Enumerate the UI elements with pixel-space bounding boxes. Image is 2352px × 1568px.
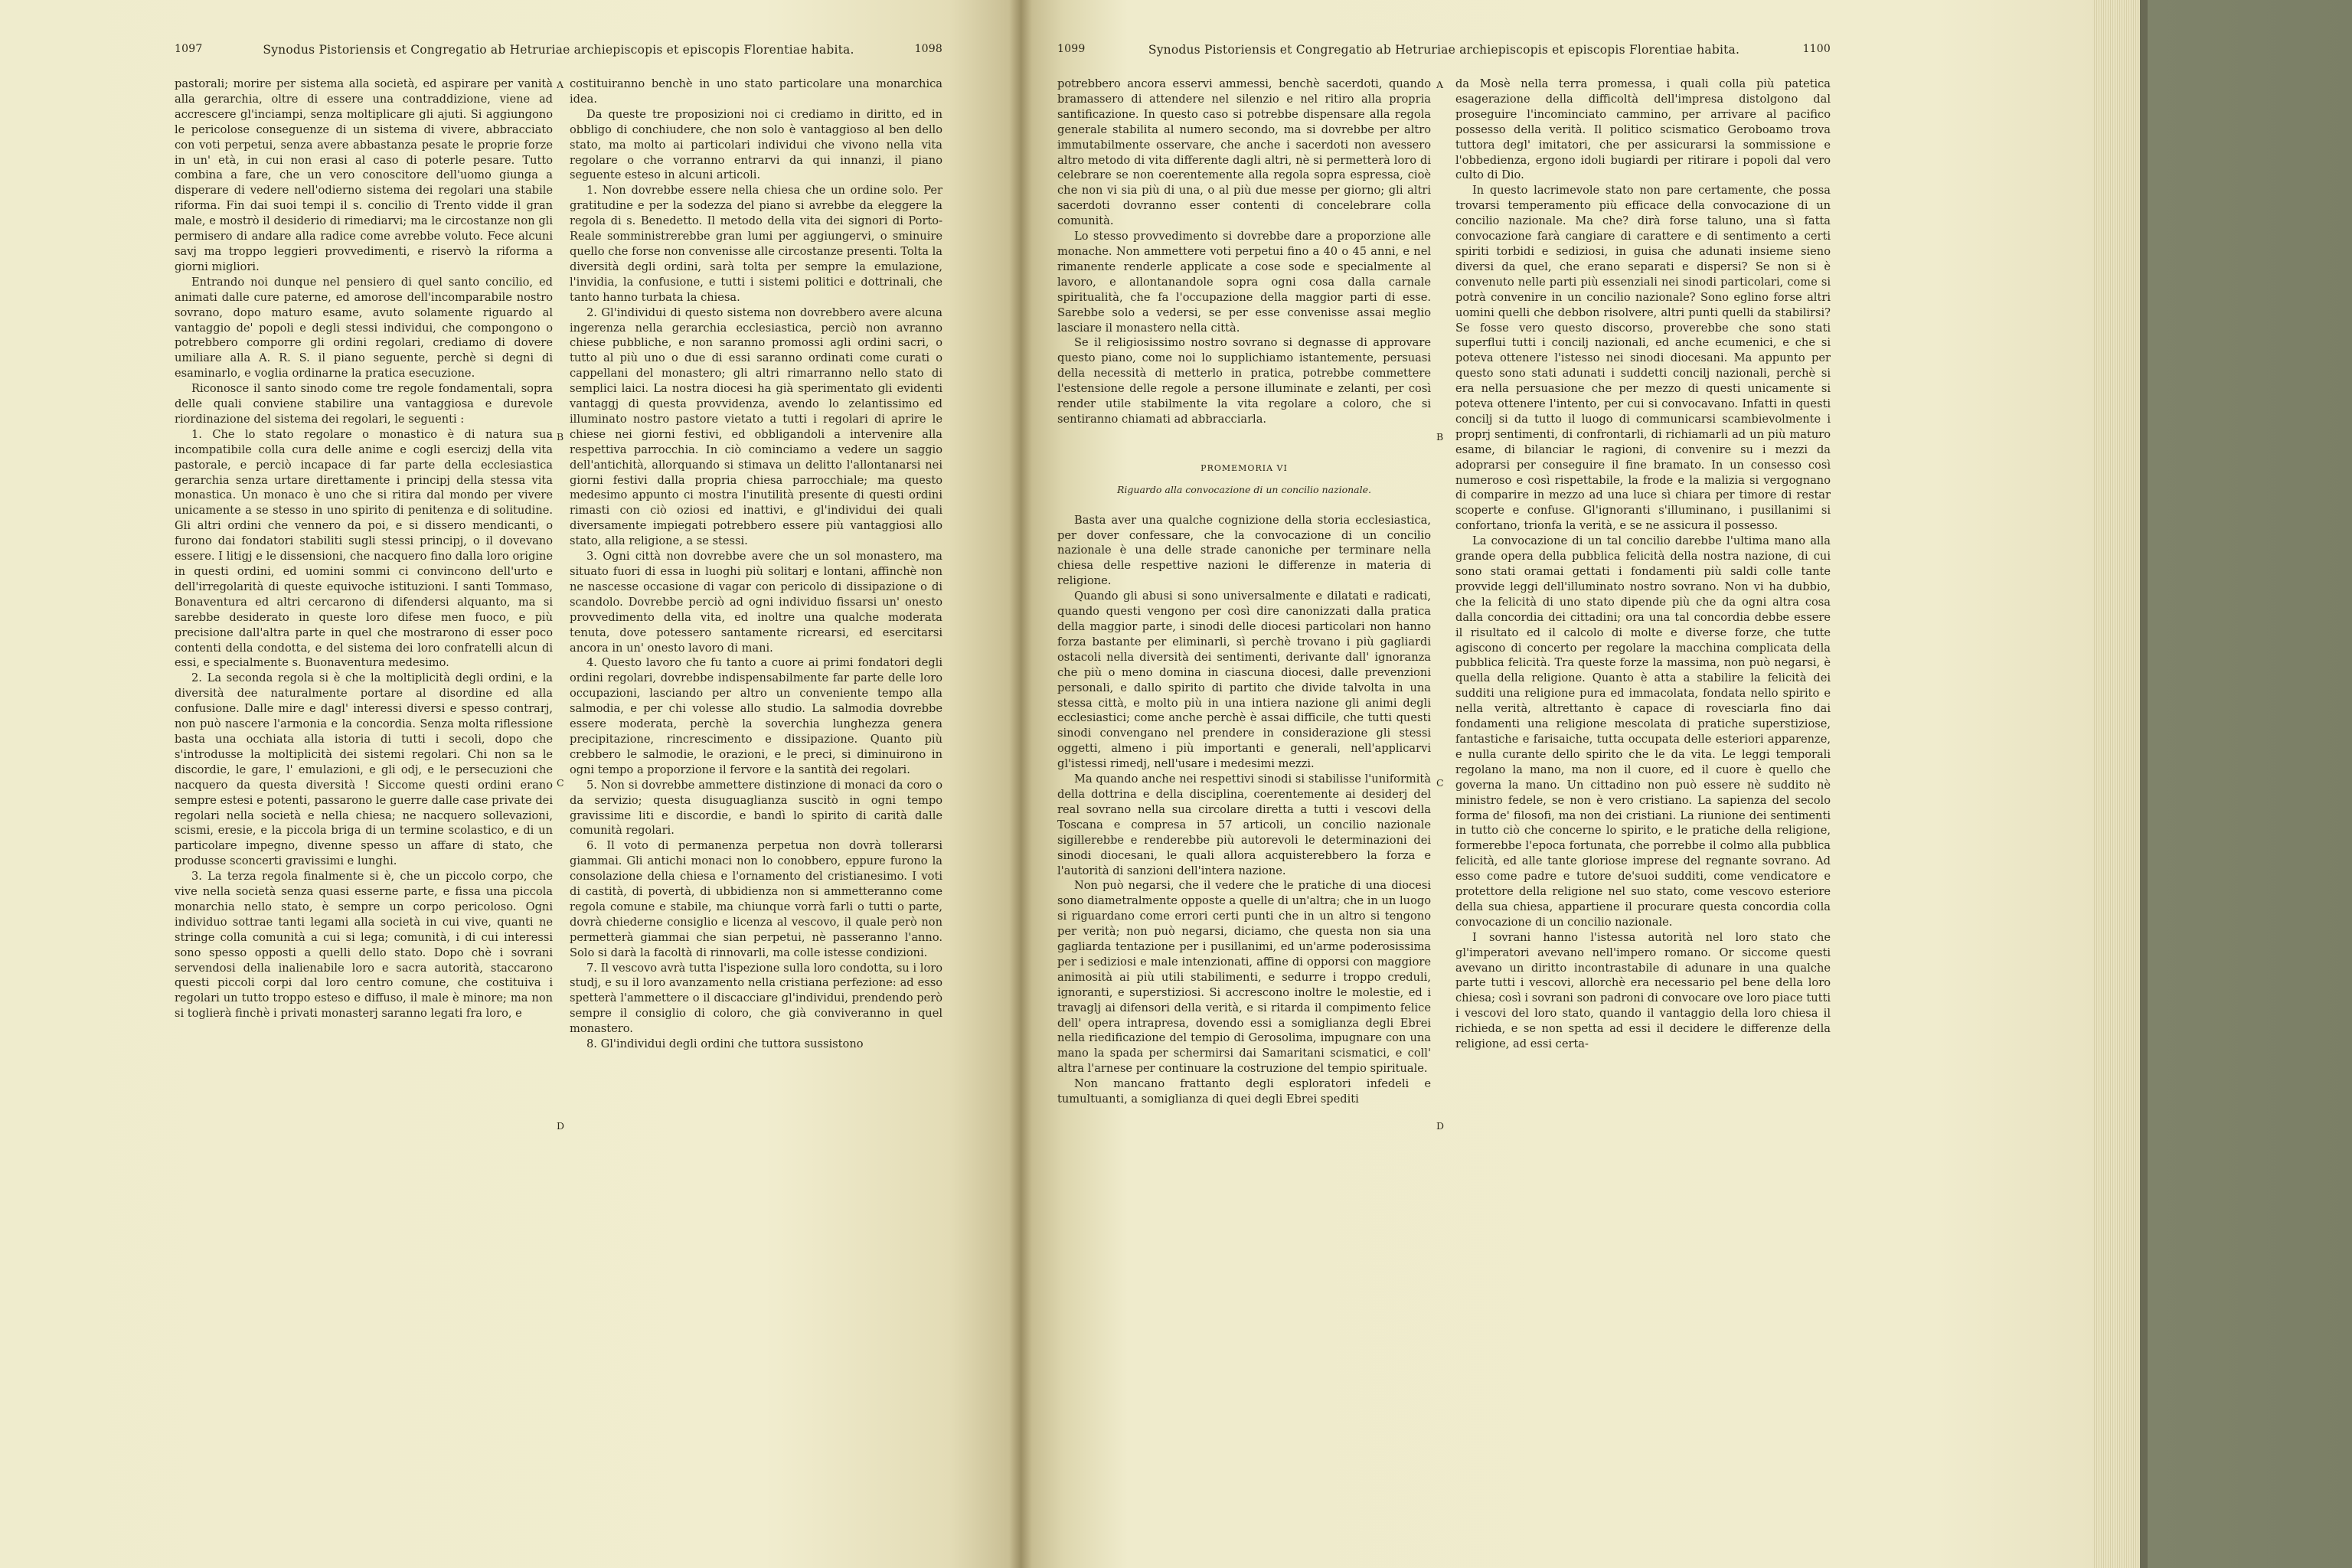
paragraph: Lo stesso provvedimento si dovrebbe dare a proporzione alle monache. Non ammettere voti perpetui fino a 40 o 45 anni, e nel rimanente renderle applicate a cose sode e specialmente al lavoro, e allontanandole sopra ogni cosa dalla carnale spiritualità, che fa l'occupazione della maggior parti di esse. Sarebbe solo a vedersi, se per esse convenisse assai meglio lasciare il monastero nella città.	[1057, 230, 1431, 335]
margin-mark-d: D	[557, 1120, 565, 1132]
paragraph: Riconosce il santo sinodo come tre regole fondamentali, sopra delle quali conviene stabilire una vantaggiosa e durevole riordinazione del sistema dei regolari, le seguenti :	[175, 382, 553, 426]
paragraph: 7. Il vescovo avrà tutta l'ispezione sulla loro condotta, su i loro studj, e su il loro avanzamento nella cristiana perfezione: ad esso spetterà l'ammettere o il discacciare gl'individui, prendendo però sempre il consiglio di coloro, che già conviveranno in quel monastero.	[570, 961, 942, 1036]
paragraph: costituiranno benchè in uno stato particolare una monarchica idea.	[570, 77, 942, 106]
margin-mark-c: C	[1436, 777, 1444, 789]
paragraph: 4. Questo lavoro che fu tanto a cuore ai primi fondatori degli ordini regolari, dovrebbe indispensabilmente far parte delle loro occupazioni, lasciando per altro un conveniente tempo alla salmodia, e per chi volesse allo studio. La salmodia dovrebbe essere moderata, perchè la soverchia lunghezza genera precipitazione, rincrescimento e dissipazione. Quanto più crebbero le salmodie, le orazioni, e le preci, si diminuirono in ogni tempo a proporzione il fervore e la santità dei regolari.	[570, 656, 942, 776]
paragraph: da Mosè nella terra promessa, i quali colla più patetica esagerazione della difficoltà dell'impresa distolgono dal proseguire l'incominciato cammino, per arrivare al pacifico possesso della verità. Il politico scismatico Geroboamo trova tuttora degl' imitatori, che per assicurarsi la sommissione e l'obbedienza, ergono idoli bugiardi per ritirare i popoli dal vero culto di Dio.	[1455, 77, 1831, 182]
left-page-number-1097: 1097	[175, 43, 203, 55]
paragraph: 1. Non dovrebbe essere nella chiesa che un ordine solo. Per gratitudine e per la sodezza del piano si avrebbe da eleggere la regola di s. Benedetto. Il metodo della vita dei signori di Porto-Reale somministrerebbe gran lumi per aggiungervi, o sminuire quello che forse non convenisse alle circostanze presenti. Tolta la diversità degli ordini, sarà tolta per sempre la emulazione, l'invidia, la confusione, e tutti i sistemi politici e dottrinali, che tanto hanno turbata la chiesa.	[570, 184, 942, 304]
margin-mark-b: B	[557, 431, 564, 443]
paragraph: 2. La seconda regola si è che la moltiplicità degli ordini, e la diversità dee naturalmente portare al disordine ed alla confusione. Dalle mire e dagl' interessi diversi e spesso contrarj, non può nascere l'armonia e la concordia. Senza molta riflessione basta una occhiata alla istoria di tutti i secoli, dopo che s'introdusse la moltiplicità dei sistemi regolari. Chi non sa le discordie, le gare, l' emulazioni, e gli odj, e le persecuzioni che nacquero da questa diversità ! Siccome questi ordini erano sempre estesi e potenti, passarono le guerre dalle case private dei regolari nella società e nella chiesa; ne nacquero sollevazioni, scismi, eresie, e la piccola briga di un termine scolastico, e di un particolare impegno, divenne spesso un affare di stato, che produsse sconcerti gravissimi e lunghi.	[175, 671, 553, 868]
paragraph: 5. Non si dovrebbe ammettere distinzione di monaci da coro o da servizio; questa disuguaglianza suscitò in ogni tempo gravissime liti e discordie, e bandì lo spirito di carità dalle comunità regolari.	[570, 778, 942, 838]
memo-title: PROMEMORIA VI	[1200, 462, 1288, 473]
paragraph: 2. Gl'individui di questo sistema non dovrebbero avere alcuna ingerenza nella gerarchia ecclesiastica, perciò non avranno chiese pubbliche, e non saranno promossi agli ordini sacri, o tutto al più uno o due di essi saranno ordinati come curati o cappellani del monastero; gli altri rimarranno nello stato di semplici laici. La nostra diocesi ha già sperimentato gli evidenti vantaggj di questa provvidenza, avendo lo zelantissimo ed illuminato nostro pastore vietato a tutti i regolari di aprire le chiese nei giorni festivi, ed obbligandoli a intervenire alla respettiva parrocchia. In ciò cominciamo a vedere un saggio dell'antichità, allorquando si stimava un delitto l'allontanarsi nei giorni festivi dalla propria chiesa parrocchiale; ma questo medesimo appunto ci mostra l'inutilità presente di questi ordini rimasti con ciò oziosi ed inattivi, e gl'individui dei quali diversamente impiegati potrebbero essere più vantaggiosi allo stato, alla religione, a se stessi.	[570, 305, 942, 548]
margin-mark-b: B	[1436, 431, 1444, 443]
paragraph: 1. Che lo stato regolare o monastico è di natura sua incompatibile colla cura delle anime e cogli esercizj della vita pastorale, e perciò incapace di far parte della ecclesiastica gerarchia senza urtare direttamente i principj della stessa vita monastica. Un monaco è uno che si ritira dal mondo per vivere unicamente a se stesso in uno spirito di penitenza e di solitudine. Gli altri ordini che vennero da poi, e si dissero mendicanti, o furono dai fondatori stabiliti sugli stessi principj, o il dovevano essere. I litigj e le dissensioni, che nacquero fino dalla loro origine in questi ordini, ed uomini sommi ci convincono dell'urto e dell'irregolarità di queste equivoche istituzioni. I santi Tommaso, Bonaventura ed altri cercarono di difendersi alquanto, ma si sarebbe desiderato in queste loro difese men fuoco, e più precisione dall'altra parte in quel che mostrarono di esser poco contenti della condotta, e del sistema dei loro confratelli alcun di essi, e specialmente s. Buonaventura medesimo.	[175, 427, 553, 670]
paragraph: La convocazione di un tal concilio darebbe l'ultima mano alla grande opera della pubblica felicità della nostra nazione, di cui sono stati oramai gettati i fondamenti più saldi colle tante provvide leggi dell'illuminato nostro sovrano. Non vi ha dubbio, che la felicità di uno stato dipende più che da ogni altra cosa dalla concordia dei cittadini; ora una tal concordia debbe essere il risultato ed il calcolo di molte e diverse forze, che tutte agiscono di concerto per regolare la macchina complicata della pubblica felicità. Tra queste forze la massima, non può negarsi, è quella della religione. Quanto è atta a stabilire la felicità dei sudditi una religione pura ed immacolata, fondata nello spirito e nella verità, altrettanto è capace di rovesciarla fino dai fondamenti una religione mescolata di pratiche superstiziose, fantastiche e farisaiche, tutta occupata delle esteriori apparenze, e nulla curante dello spirito che le da vita. Le leggi temporali regolano la mano, ma non il cuore, ed il cuore è quello che governa la mano. Un cittadino non può essere nè suddito nè ministro fedele, se non è vero cristiano. La sapienza del secolo forma de' filosofi, ma non dei cristiani. La riunione dei sentimenti in tutto ciò che concerne lo spirito, e le pratiche della religione, formerebbe l'epoca fortunata, che porrebbe il colmo alla pubblica felicità, ed alle tante gloriose imprese del regnante sovrano. Ad esso come padre e tutore de'suoi sudditi, come vendicatore e protettore della religione nel suo stato, come vescovo esteriore della sua chiesa, appartiene il procurare questa concordia colla convocazione di un concilio nazionale.	[1455, 534, 1831, 929]
left-page-header	[175, 43, 942, 57]
margin-mark-a: A	[1436, 79, 1444, 90]
left-column-2	[570, 77, 942, 1052]
paragraph: 3. La terza regola finalmente si è, che un piccolo corpo, che vive nella società senza quasi esserne parte, e fissa una piccola monarchia nello stato, è sempre un corpo pericoloso. Ogni individuo sottrae tanti legami alla società in cui vive, quanti ne stringe colla comunità a cui si lega; comunità, i di cui interessi sono spesso opposti a quelli dello stato. Dopo chè i sovrani servendosi della inalienabile loro e sacra autorità, staccarono questi piccoli corpi dal loro centro comune, che costituiva i regolari un tutto troppo esteso e diffuso, il male è minore; ma non si toglierà finchè i privati monasterj saranno legati fra loro, e	[175, 870, 553, 1021]
left-page-columns	[175, 77, 942, 1052]
memo-subtitle: Riguardo alla convocazione di un concilio nazionale.	[1116, 483, 1371, 495]
paragraph: Se il religiosissimo nostro sovrano si degnasse di approvare questo piano, come noi lo supplichiamo istantemente, persuasi della necessità di metterlo in pratica, potrebbe commettere l'estensione delle regole a persone illuminate e zelanti, per così render utile stabilmente la vita regolare a coloro, che si sentiranno chiamati ad abbracciarla.	[1057, 336, 1431, 426]
paragraph: Ma quando anche nei respettivi sinodi si stabilisse l'uniformità della dottrina e della disciplina, coerentemente ai desiderj del real sovrano nella sua circolare diretta a tutti i vescovi della Toscana e compresa in 57 articoli, un concilio nazionale sigillerebbe e renderebbe più autorevoli le determinazioni dei sinodi diocesani, le quali allora acquisterebbero la forza e l'autorità di sanzioni dell'intera nazione.	[1057, 773, 1431, 877]
margin-mark-a: A	[557, 79, 564, 90]
paragraph: Basta aver una qualche cognizione della storia ecclesiastica, per dover confessare, che la convocazione di un concilio nazionale è una delle strade canoniche per terminare nella chiesa delle respettive nazioni le differenze in materia di religione.	[1057, 513, 1431, 588]
right-page-number-1100: 1100	[1802, 43, 1831, 55]
right-page-columns	[1057, 77, 1831, 1107]
book-cover-edge	[2140, 0, 2148, 1568]
margin-mark-c: C	[557, 777, 564, 789]
page-edges	[2092, 0, 2140, 1568]
left-column-1	[175, 77, 553, 1052]
right-column-2	[1455, 77, 1831, 1107]
paragraph: potrebbero ancora esservi ammessi, benchè sacerdoti, quando bramassero di attendere nel silenzio e nel ritiro alla propria santificazione. In questo caso si potrebbe dispensare alla regola generale stabilita al numero secondo, ma si dovrebbe per altro immutabilmente osservare, che anche i sacerdoti non avessero altro metodo di vita differente dagli altri, nè si permetterà loro di celebrare se non coerentemente alla regola sopra espressa, cioè che non vi sia più di una, o al più due messe per giorno; gli altri sacerdoti dovranno esser contenti di concelebrare colla comunità.	[1057, 77, 1431, 228]
right-column-1	[1057, 77, 1431, 1107]
right-running-head: Synodus Pistoriensis et Congregatio ab Hetruriae archiepiscopis et episcopis Florentiae habita.	[1148, 43, 1740, 57]
book-gutter	[1009, 0, 1032, 1568]
right-page-header	[1057, 43, 1831, 57]
paragraph: In questo lacrimevole stato non pare certamente, che possa trovarsi temperamento più efficace della convocazione di un concilio nazionale. Ma che? dirà forse taluno, una sì fatta convocazione farà cangiare di carattere e di sentimento a certi spiriti torbidi e sediziosi, in guisa che adunati insieme sieno diversi da quel, che erano separati e dispersi? Se non si è convenuto nelle parti più essenziali nei sinodi particolari, come si potrà convenire in un concilio nazionale? Sono eglino forse altri uomini quelli che debbon risolvere, altri punti quelli da stabilirsi? Se fosse vero questo discorso, proverebbe che sono stati superflui tutti i concilj nazionali, ed anche ecumenici, e che si poteva ottenere l'istesso nei sinodi diocesani. Ma appunto per questo sono stati adunati i suddetti concilj nazionali, perchè si era nella persuasione che per mezzo di questi unicamente si poteva ottenere l'intento, per cui si convocavano. Infatti in questi concilj si da tutto il luogo di communicarsi scambievolmente i proprj sentimenti, di confrontarli, di richiamarli ad un più maturo esame, di bilanciar le ragioni, di convenire su i mezzi da adoprarsi per conseguire il fine bramato. In un consesso così numeroso e così rispettabile, la frode e la malizia si vergognano di comparire in mezzo ad una luce sì chiara per timore di restar scoperte e confuse. Gl'ignoranti s'illuminano, i pusillanimi si confortano, trionfa la verità, e se ne assicura il possesso.	[1455, 184, 1831, 533]
paragraph: I sovrani hanno l'istessa autorità nel loro stato che gl'imperatori avevano nell'impero romano. Or siccome questi avevano un diritto incontrastabile di adunare in una qualche parte tutti i vescovi, allorchè era necessario pel bene della loro chiesa; così i sovrani son padroni di convocare ove loro piace tutti i vescovi del loro stato, quando il vantaggio della loro chiesa il richieda, e se non spetta ad essi il decidere le differenze della religione, ad essi certa-	[1455, 930, 1831, 1051]
left-running-head: Synodus Pistoriensis et Congregatio ab Hetruriae archiepiscopis et episcopis Florentiae habita.	[263, 43, 854, 57]
right-page-number-1099: 1099	[1057, 43, 1086, 55]
paragraph: Entrando noi dunque nel pensiero di quel santo concilio, ed animati dalle cure paterne, ed amorose dell'incomparabile nostro sovrano, dopo maturo esame, avuto solamente riguardo al vantaggio de' popoli e degli stessi individui, che compongono o potrebbero comporre gli ordini regolari, crediamo di dovere umiliare alla A. R. S. il piano seguente, perchè si degni di esaminarlo, e voglia ordinarne la pratica esecuzione.	[175, 275, 553, 381]
paragraph: 6. Il voto di permanenza perpetua non dovrà tollerarsi giammai. Gli antichi monaci non lo conobbero, eppure furono la consolazione della chiesa e l'ornamento del cristianesimo. I voti di castità, di povertà, di ubbidienza non si ammetteranno come regola comune e stabile, ma chiunque vorrà farli o tutti o parte, dovrà chiederne consiglio e licenza al vescovo, il quale però non permetterà giammai che sian perpetui, nè passeranno l'anno. Solo si darà la facoltà di rinnovarli, ma colle istesse condizioni.	[570, 839, 942, 959]
paragraph: pastorali; morire per sistema alla società, ed aspirare per vanità alla gerarchia, oltre di essere una contraddizione, viene ad accrescere gl'inciampi, senza moltiplicare gli ajuti. Si aggiungono le pericolose conseguenze di un sistema di vivere, abbracciato con voti perpetui, senza avere abbastanza pesate le proprie forze in un' età, in cui non erasi al caso di poterle pesare. Tutto combina a fare, che un vero conoscitore dell'uomo giunga a disperare di vedere nell'odierno sistema dei regolari una stabile riforma. Fin dai suoi tempi il s. concilio di Trento vidde il gran male, e mostrò il desiderio di rimediarvi; ma le circostanze non gli permisero di andare alla radice come avrebbe voluto. Fece alcuni savj ma troppo leggieri provvedimenti, e riservò la riforma a giorni migliori.	[175, 77, 553, 273]
paragraph: 3. Ogni città non dovrebbe avere che un sol monastero, ma situato fuori di essa in luoghi più solitarj e lontani, affinchè non ne nascesse occasione di vagar con pericolo di dissipazione o di scandolo. Dovrebbe perciò ad ogni individuo fissarsi un' onesto provvedimento della vita, ed inoltre una qualche moderata tenuta, dove potessero santamente ricrearsi, ed esercitarsi ancora in un' onesto lavoro di mani.	[570, 550, 942, 655]
paragraph: 8. Gl'individui degli ordini che tuttora sussistono	[586, 1037, 864, 1051]
paragraph: Da queste tre proposizioni noi ci crediamo in diritto, ed in obbligo di conchiudere, che non solo è vantaggioso al ben dello stato, ma molto ai particolari individui che vivono nella vita regolare o che vorranno entrarvi da qui innanzi, il piano seguente esteso in alcuni articoli.	[570, 107, 942, 182]
right-page	[1021, 0, 2092, 1568]
left-page-number-1098: 1098	[914, 43, 942, 55]
paragraph: Non mancano frattanto degli esploratori infedeli e tumultuanti, a somiglianza di quei degli Ebrei spediti	[1057, 1077, 1431, 1106]
margin-mark-d: D	[1436, 1120, 1445, 1132]
left-page	[0, 0, 1021, 1568]
paragraph: Quando gli abusi si sono universalmente e dilatati e radicati, quando questi vengono per così dire canonizzati dalla pratica della maggior parte, i sinodi delle diocesi particolari non hanno forza bastante per eliminarli, sì perchè trovano i più gagliardi ostacoli nella diversità dei sentimenti, derivante dall' ignoranza che più o meno domina in ciascuna diocesi, dalle prevenzioni personali, e dallo spirito di partito che divide talvolta in una stessa città, e molto più in una intiera nazione gli animi degli ecclesiastici; come anche perchè è assai difficile, che tutti questi sinodi convengano nel prendere in considerazione gli stessi oggetti, almeno i più importanti e generali, nell'applicarvi gl'istessi rimedj, nell'usare i medesimi mezzi.	[1057, 590, 1431, 771]
paragraph: Non può negarsi, che il vedere che le pratiche di una diocesi sono diametralmente opposte a quelle di un'altra; che in un luogo si riguardano come errori certi punti che in un altro si tengono per verità; non può negarsi, diciamo, che questa non sia una gagliarda tentazione per i pusillanimi, ed un'arme poderosissima per i sediziosi e male intenzionati, affine di opporsi con maggiore animosità ai più utili stabilimenti, e sedurre i troppo creduli, ignoranti, e superstiziosi. Si accrescono inoltre le molestie, ed i travaglj ai difensori della verità, e si ritarda il compimento felice dell' opera intrapresa, dovendo essi a somiglianza degli Ebrei nella riedificazione del tempio di Gerosolima, impugnare con una mano la spada per schermirsi dai Samaritani scismatici, e coll' altra l'arnese per continuare la costruzione del tempio spirituale.	[1057, 879, 1431, 1076]
